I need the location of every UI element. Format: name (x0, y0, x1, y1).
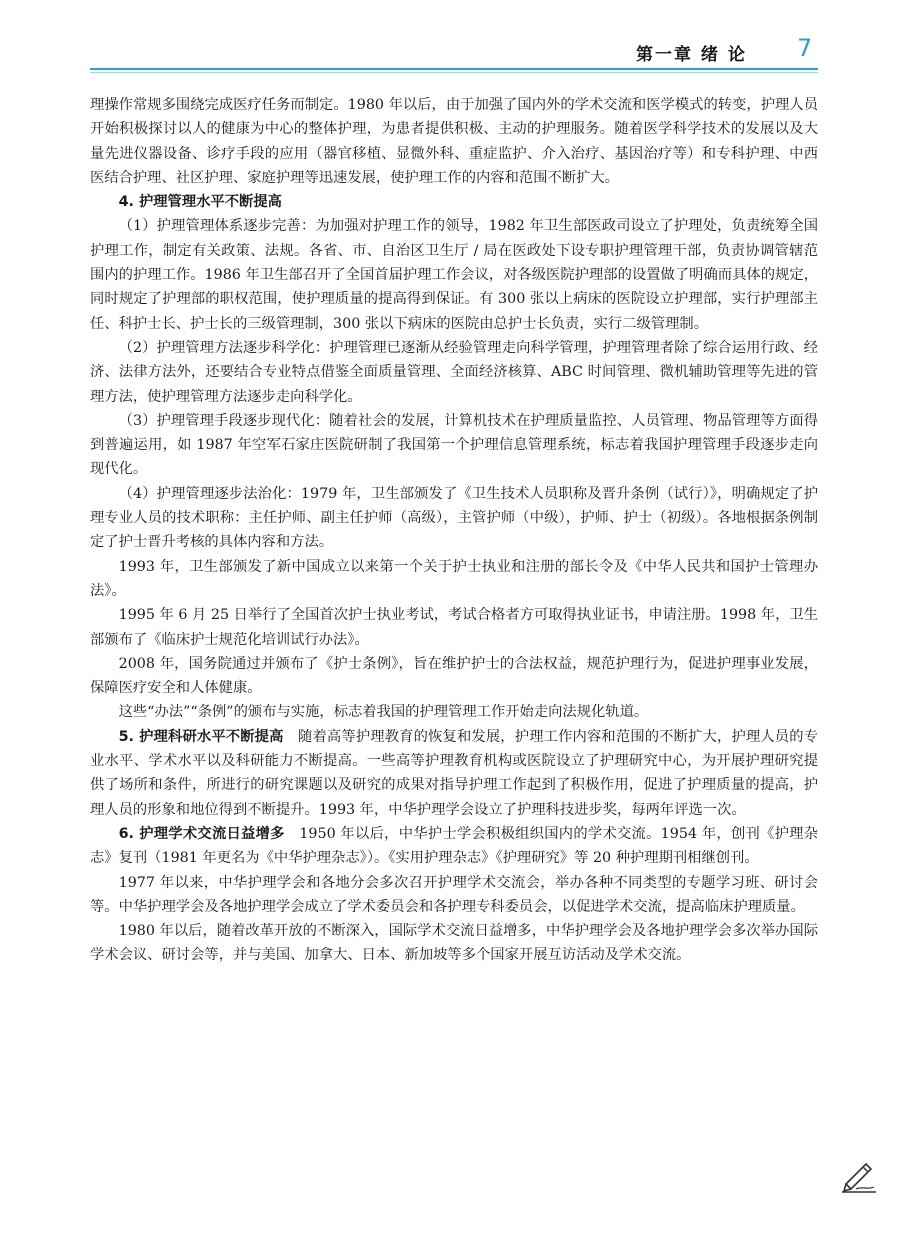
page-body (90, 93, 818, 968)
header-rule (90, 68, 818, 70)
paragraph: （1）护理管理体系逐步完善：为加强对护理工作的领导，1982 年卫生部医政司设立了护理处，负责统筹全国护理工作，制定有关政策、法规。各省、市、自治区卫生厅 / 局在医政处下设专职护理管理干部，负责协调管辖范围内的护理工作。1986 年卫生部召开了全国首届护理工作会议，对各级医院护理部的设置做了明确而具体的规定，同时规定了护理部的职权范围，使护理质量的提高得到保证。有 300 张以上病床的医院设立护理部，实行护理部主任、科护士长、护士长的三级管理制，300 张以下病床的医院由总护士长负责，实行二级管理制。 (90, 218, 818, 332)
paragraph: 理操作常规多围绕完成医疗任务而制定。1980 年以后，由于加强了国内外的学术交流和医学模式的转变，护理人员开始积极探讨以人的健康为中心的整体护理，为患者提供积极、主动的护理服务。随着医学科学技术的发展以及大量先进仪器设备、诊疗手段的应用（器官移植、显微外科、重症监护、介入治疗、基因治疗等）和专科护理、中西医结合护理、社区护理、家庭护理等迅速发展，使护理工作的内容和范围不断扩大。 (90, 97, 818, 186)
page-header (0, 0, 900, 72)
paragraph-text: 1950 年以后，中华护士学会积极组织国内的学术交流。1954 年，创刊《护理杂志》复刊（1981 年更名为《中华护理杂志》）。《实用护理杂志》《护理研究》等 20 种护理期刊相继创刊。 (90, 825, 819, 867)
paragraph-with-heading-6 (90, 822, 818, 871)
page-number: 7 (797, 34, 813, 62)
paragraph: （3）护理管理手段逐步现代化：随着社会的发展，计算机技术在护理质量监控、人员管理、物品管理等方面得到普遍运用，如 1987 年空军石家庄医院研制了我国第一个护理信息管理系统，标志着我国护理管理手段逐步走向现代化。 (90, 412, 818, 478)
pencil-icon (838, 1158, 878, 1194)
header-rule-thin (90, 72, 818, 73)
paragraph: 1980 年以后，随着改革开放的不断深入，国际学术交流日益增多，中华护理学会及各地护理学会多次举办国际学术会议、研讨会等，并与美国、加拿大、日本、新加坡等多个国家开展互访活动及学术交流。 (90, 923, 818, 964)
paragraph: （4）护理管理逐步法治化：1979 年，卫生部颁发了《卫生技术人员职称及晋升条例（试行）》，明确规定了护理专业人员的技术职称：主任护师、副主任护师（高级），主管护师（中级），护师、护士（初级）。各地根据条例制定了护士晋升考核的具体内容和方法。 (90, 485, 818, 551)
paragraph: 1993 年，卫生部颁发了新中国成立以来第一个关于护士执业和注册的部长令及《中华人民共和国护士管理办法》。 (90, 558, 818, 599)
paragraph: 1995 年 6 月 25 日举行了全国首次护士执业考试，考试合格者方可取得执业证书，申请注册。1998 年，卫生部颁布了《临床护士规范化培训试行办法》。 (90, 607, 818, 648)
paragraph: （2）护理管理方法逐步科学化：护理管理已逐渐从经验管理走向科学管理，护理管理者除了综合运用行政、经济、法律方法外，还要结合专业特点借鉴全面质量管理、全面经济核算、ABC 时间管理、微机辅助管理等先进的管理方法，使护理管理方法逐步走向科学化。 (90, 339, 818, 405)
paragraph: 这些“办法”“条例”的颁布与实施，标志着我国的护理管理工作开始走向法规化轨道。 (118, 704, 649, 721)
paragraph: 2008 年，国务院通过并颁布了《护士条例》，旨在维护护士的合法权益，规范护理行为，促进护理事业发展，保障医疗安全和人体健康。 (90, 655, 818, 697)
chapter-title: 第一章 绪 论 (636, 45, 747, 65)
section-heading-4: 4. 护理管理水平不断提高 (118, 194, 282, 211)
section-heading-5: 5. 护理科研水平不断提高 (118, 728, 284, 745)
paragraph: 1977 年以来，中华护理学会和各地分会多次召开护理学术交流会，举办各种不同类型的专题学习班、研讨会等。中华护理学会及各地护理学会成立了学术委员会和各护理专科委员会，以促进学术交流，提高临床护理质量。 (90, 874, 818, 915)
paragraph-text: 随着高等护理教育的恢复和发展，护理工作内容和范围的不断扩大，护理人员的专业水平、学术水平以及科研能力不断提高。一些高等护理教育机构或医院设立了护理研究中心，为开展护理研究提供了场所和条件，所进行的研究课题以及研究的成果对指导护理工作起到了积极作用，促进了护理质量的提高，护理人员的形象和地位得到不断提升。1993 年，中华护理学会设立了护理科技进步奖，每两年评选一次。 (90, 728, 818, 818)
section-heading-6: 6. 护理学术交流日益增多 (118, 825, 285, 842)
paragraph-with-heading-5 (90, 725, 818, 822)
